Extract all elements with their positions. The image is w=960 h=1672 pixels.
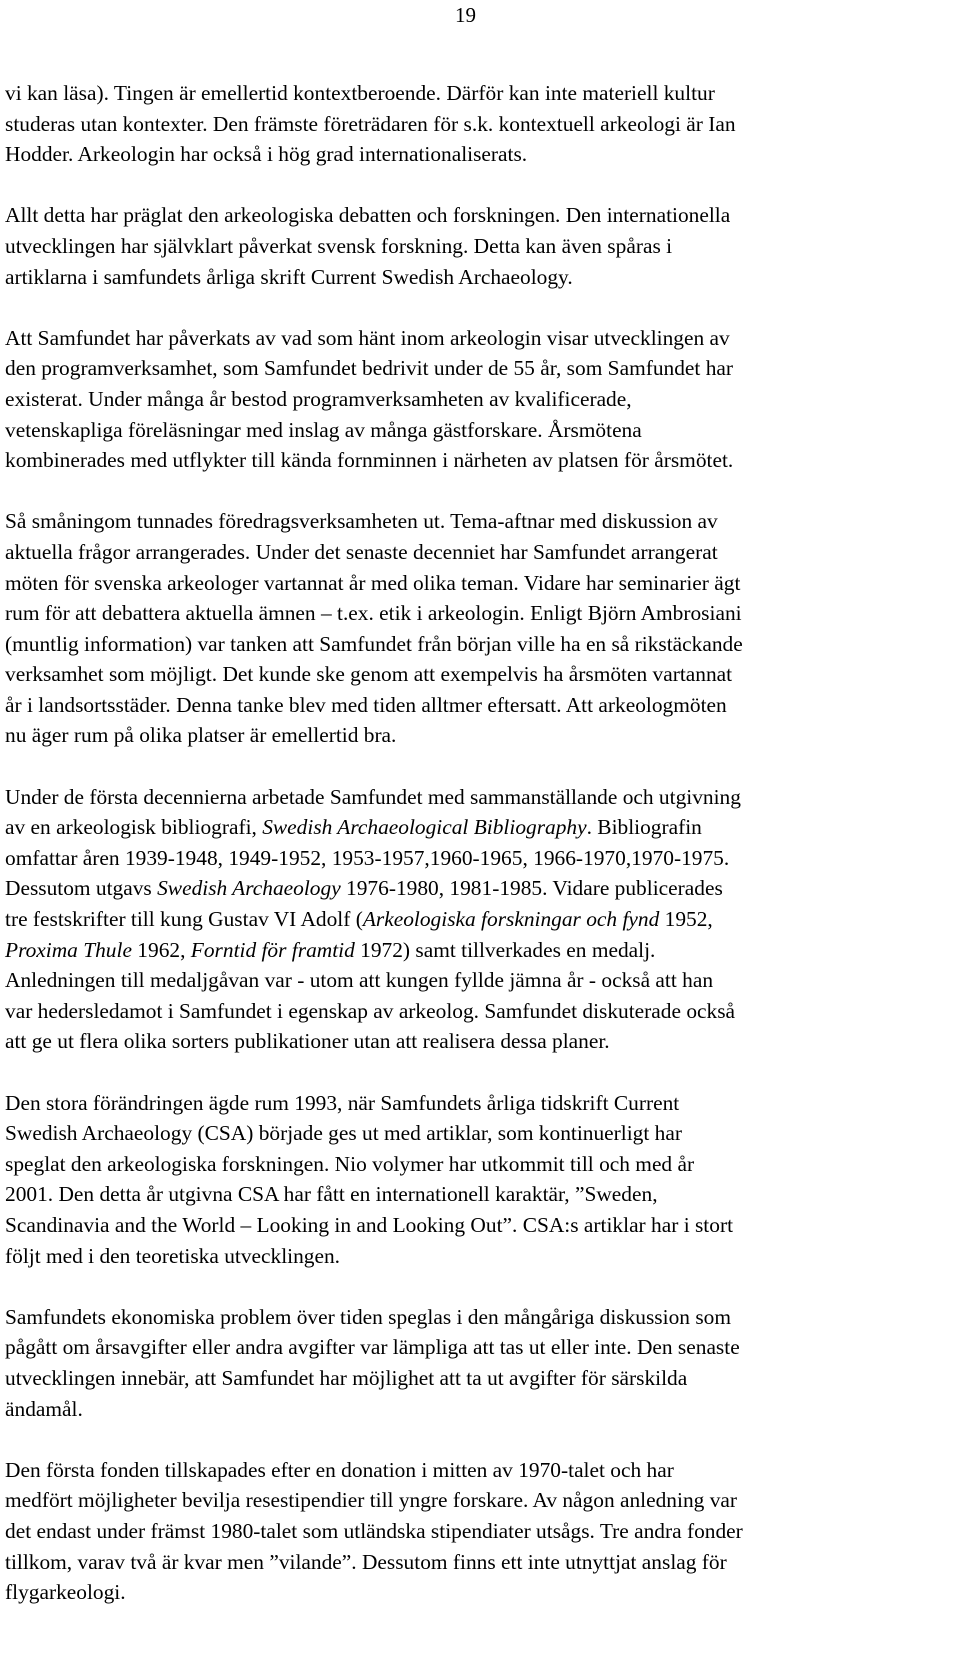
text-line xyxy=(5,353,950,384)
italic-title-text: Arkeologiska forskningar och fynd xyxy=(362,907,660,932)
text-segment: Att Samfundet har påverkats av vad som hänt inom arkeologin visar utvecklingen av xyxy=(5,325,730,350)
text-segment: Allt detta har präglat den arkeologiska debatten och forskningen. Den internationella xyxy=(5,203,731,228)
text-segment: 1962, xyxy=(131,937,191,962)
text-line xyxy=(5,1394,950,1425)
text-line xyxy=(5,415,950,446)
text-line xyxy=(5,139,950,170)
text-segment: speglat den arkeologiska forskningen. Nio volymer har utkommit till och med år xyxy=(5,1151,695,1176)
italic-title-text: Forntid för framtid xyxy=(190,937,355,962)
text-line xyxy=(5,1547,950,1578)
italic-title-text: Swedish Archaeological Bibliography xyxy=(262,815,587,840)
text-segment: aktuella frågor arrangerades. Under det senaste decenniet har Samfundet arrangerat xyxy=(5,539,718,564)
text-segment: 1972) samt tillverkades en medalj. xyxy=(354,937,656,962)
paragraph xyxy=(5,323,950,476)
text-line xyxy=(5,1241,950,1272)
text-line xyxy=(5,1455,950,1486)
text-segment: verksamhet som möjligt. Det kunde ske genom att exempelvis ha årsmöten vartannat xyxy=(5,662,733,687)
text-line xyxy=(5,1516,950,1547)
paragraph xyxy=(5,1088,950,1272)
text-segment: Under de första decennierna arbetade Samfundet med sammanställande och utgivning xyxy=(5,784,741,809)
text-line xyxy=(5,384,950,415)
text-line xyxy=(5,537,950,568)
text-segment: studeras utan kontexter. Den främste företrädaren för s.k. kontextuell arkeologi är Ian xyxy=(5,111,736,136)
text-segment: den programverksamhet, som Samfundet bedrivit under de 55 år, som Samfundet har xyxy=(5,356,734,381)
text-segment: medfört möjligheter bevilja resestipendier till yngre forskare. Av någon anledning var xyxy=(5,1488,738,1513)
text-segment: Anledningen till medaljgåvan var - utom att kungen fyllde jämna år - också att han xyxy=(5,968,714,993)
text-segment: tillkom, varav två är kvar men ”vilande”. Dessutom finns ett inte utnyttjat anslag för xyxy=(5,1549,727,1574)
text-line xyxy=(5,935,950,966)
text-segment: Den stora förändringen ägde rum 1993, när Samfundets årliga tidskrift Current xyxy=(5,1090,680,1115)
text-line xyxy=(5,1302,950,1333)
text-line xyxy=(5,782,950,813)
text-line xyxy=(5,1577,950,1608)
text-segment: (muntlig information) var tanken att Samfundet från början ville ha en så rikstäckande xyxy=(5,631,743,656)
text-line xyxy=(5,568,950,599)
text-segment: ändamål. xyxy=(5,1396,83,1421)
text-line xyxy=(5,1332,950,1363)
text-segment: följt med i den teoretiska utvecklingen. xyxy=(5,1243,341,1268)
text-line xyxy=(5,996,950,1027)
text-segment: av en arkeologisk bibliografi, xyxy=(5,815,263,840)
paragraph xyxy=(5,1302,950,1424)
text-segment: Den första fonden tillskapades efter en donation i mitten av 1970-talet och har xyxy=(5,1457,674,1482)
paragraph xyxy=(5,78,950,170)
text-segment: rum för att debattera aktuella ämnen – t.ex. etik i arkeologin. Enligt Björn Ambrosiani xyxy=(5,601,742,626)
text-line xyxy=(5,323,950,354)
text-line xyxy=(5,109,950,140)
text-segment: vi kan läsa). Tingen är emellertid kontextberoende. Därför kan inte materiell kultur xyxy=(5,81,715,105)
text-segment: Swedish Archaeology (CSA) började ges ut med artiklar, som kontinuerligt har xyxy=(5,1121,682,1146)
text-segment: vetenskapliga föreläsningar med inslag av många gästforskare. Årsmötena xyxy=(5,417,642,442)
text-segment: 2001. Den detta år utgivna CSA har fått en internationell karaktär, ”Sweden, xyxy=(5,1182,658,1207)
text-segment: nu äger rum på olika platser är emellertid bra. xyxy=(5,723,397,748)
text-segment: tre festskrifter till kung Gustav VI Adolf ( xyxy=(5,907,363,932)
text-segment: utvecklingen har självklart påverkat svensk forskning. Detta kan även spåras i xyxy=(5,233,673,258)
text-segment: Scandinavia and the World – Looking in and Looking Out”. CSA:s artiklar har i stort xyxy=(5,1212,734,1237)
text-line xyxy=(5,1088,950,1119)
text-segment: var hedersledamot i Samfundet i egenskap av arkeolog. Samfundet diskuterade också xyxy=(5,998,736,1023)
text-segment: existerat. Under många år bestod programverksamheten av kvalificerade, xyxy=(5,386,632,411)
text-line xyxy=(5,445,950,476)
text-line xyxy=(5,506,950,537)
text-line xyxy=(5,965,950,996)
text-segment: Dessutom utgavs xyxy=(5,876,158,901)
text-segment: omfattar åren 1939-1948, 1949-1952, 1953-1957,1960-1965, 1966-1970,1970-1975. xyxy=(5,845,730,870)
text-segment: flygarkeologi. xyxy=(5,1580,126,1605)
text-segment: . Bibliografin xyxy=(586,815,702,840)
text-line xyxy=(5,873,950,904)
text-line xyxy=(5,1363,950,1394)
text-line xyxy=(5,1118,950,1149)
paragraph xyxy=(5,782,950,1057)
text-line xyxy=(5,78,950,109)
text-line xyxy=(5,200,950,231)
text-segment: Så småningom tunnades föredragsverksamheten ut. Tema-aftnar med diskussion av xyxy=(5,509,718,534)
text-line xyxy=(5,629,950,660)
text-segment: att ge ut flera olika sorters publikationer utan att realisera dessa planer. xyxy=(5,1029,610,1054)
italic-title-text: Proxima Thule xyxy=(5,937,132,962)
text-segment: år i landsortsstäder. Denna tanke blev med tiden alltmer eftersatt. Att arkeologmöten xyxy=(5,692,727,717)
text-segment: Samfundets ekonomiska problem över tiden speglas i den mångåriga diskussion som xyxy=(5,1304,731,1329)
text-line xyxy=(5,231,950,262)
text-segment: artiklarna i samfundets årliga skrift Current Swedish Archaeology. xyxy=(5,264,573,289)
text-line xyxy=(5,1179,950,1210)
text-line xyxy=(5,812,950,843)
text-segment: 1976-1980, 1981-1985. Vidare publicerades xyxy=(340,876,723,901)
text-segment: 1952, xyxy=(659,907,713,932)
text-segment: kombinerades med utflykter till kända fornminnen i närheten av platsen för årsmötet. xyxy=(5,448,734,473)
text-line xyxy=(5,1026,950,1057)
text-line xyxy=(5,659,950,690)
paragraph xyxy=(5,1455,950,1608)
text-line xyxy=(5,262,950,293)
text-segment: pågått om årsavgifter eller andra avgifter var lämpliga att tas ut eller inte. Den senaste xyxy=(5,1335,740,1360)
page-number: 19 xyxy=(455,3,476,27)
text-line xyxy=(5,690,950,721)
text-segment: det endast under främst 1980-talet som utländska stipendiater utsågs. Tre andra fonder xyxy=(5,1518,743,1543)
text-line xyxy=(5,904,950,935)
text-line xyxy=(5,843,950,874)
text-line xyxy=(5,720,950,751)
document-body xyxy=(5,78,950,1608)
text-segment: Hodder. Arkeologin har också i hög grad internationaliserats. xyxy=(5,142,528,167)
text-line xyxy=(5,1210,950,1241)
text-line xyxy=(5,1149,950,1180)
text-segment: utvecklingen innebär, att Samfundet har möjlighet att ta ut avgifter för särskilda xyxy=(5,1365,688,1390)
paragraph xyxy=(5,506,950,751)
italic-title-text: Swedish Archaeology xyxy=(157,876,341,901)
paragraph xyxy=(5,200,950,292)
text-line xyxy=(5,598,950,629)
text-segment: möten för svenska arkeologer vartannat år med olika teman. Vidare har seminarier ägt xyxy=(5,570,741,595)
text-line xyxy=(5,1485,950,1516)
